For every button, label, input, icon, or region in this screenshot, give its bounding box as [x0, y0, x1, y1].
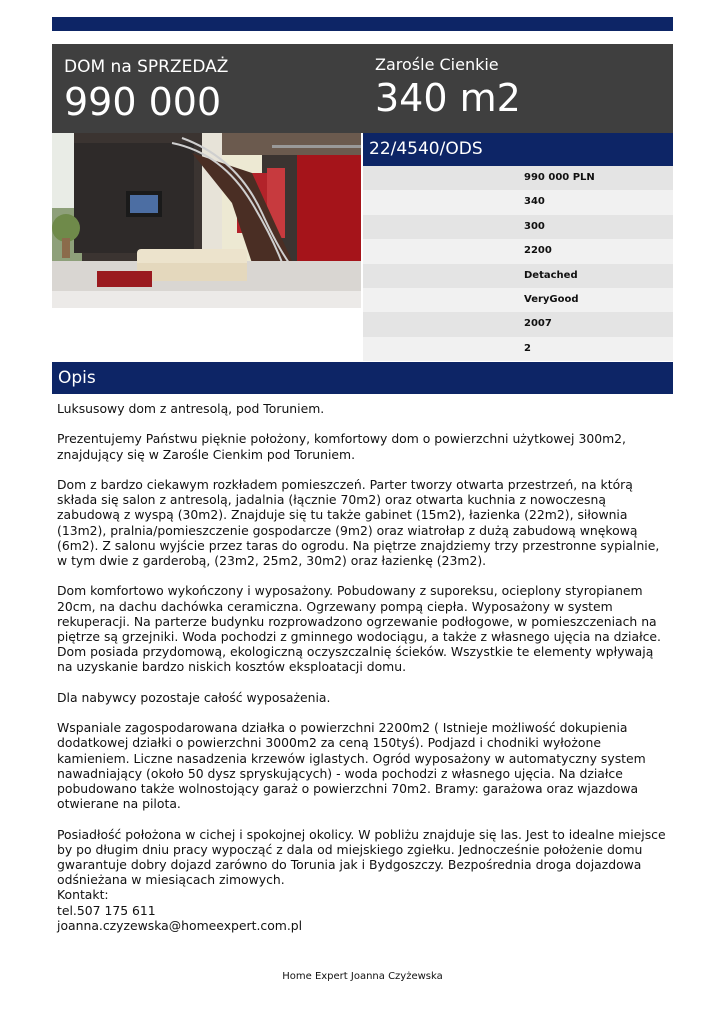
footer-agency: Home Expert Joanna Czyżewska [282, 971, 443, 982]
description-paragraph: Wspaniale zagospodarowana działka o powierzchni 2200m2 ( Istnieje możliwość dokupienia dodatkowej działki o powierzchni 3000m2 za ceną 150tyś). Podjazd i chodniki wyłożone kamieniem. Liczne nasadzenia krzewów iglastych. Ogród wyposażony w automatyczny system nawadniający (około 50 dysz spryskujących) - woda pochodzi z własnego ujęcia. Na działce pobudowano także wolnostojący garaż o powierzchni 70m2. Bramy: garażowa oraz wjazdowa otwierane na pilota. [57, 720, 646, 812]
listing-location: Zarośle Cienkie [375, 55, 499, 74]
description-paragraph-contact: Posiadłość położona w cichej i spokojnej okolicy. W pobliżu znajduje się las. Jest to idealne miejsce by po długim dniu pracy wypocząć z dala od miejskiego zgiełku. Jednocześnie położenie domu gwarantuje dobry dojazd zarówno do Torunia jak i Bydgoszczy. Bezpośrednia droga dojazdowa odśnieżana w miesiącach zimowych. Kontakt: tel.507 175 611 joanna.czyzewska@homeexpert.com.pl [57, 826, 666, 933]
property-photo [52, 133, 361, 308]
detail-floors: 2 [363, 337, 673, 361]
detail-usable-area: 300 [363, 215, 673, 239]
description-paragraph: Prezentujemy Państwu pięknie położony, komfortowy dom o powierzchni użytkowej 300m2, znajdujący się w Zarośle Cienkim pod Toruniem. [57, 431, 626, 462]
header-left [64, 56, 228, 124]
description-paragraph: Dla nabywcy pozostaje całość wyposażenia. [57, 689, 331, 705]
reference-number: 22/4540/ODS [363, 133, 673, 166]
listing-header [52, 44, 673, 133]
details-table [363, 166, 673, 361]
description-body [57, 401, 667, 933]
detail-condition: VeryGood [363, 288, 673, 312]
header-right [375, 54, 521, 120]
detail-building-type: Detached [363, 264, 673, 288]
description-paragraph: Luksusowy dom z antresolą, pod Toruniem. [57, 401, 325, 416]
detail-plot-area: 2200 [363, 239, 673, 263]
top-accent-bar [52, 17, 673, 31]
description-paragraph: Dom komfortowo wykończony i wyposażony. Pobudowany z suporeksu, ocieplony styropianem 20cm, na dachu dachówka ceramiczna. Ogrzewany pompą ciepła. Wyposażony w system rekuperacji. Na parterze budynku rozprowadzono ogrzewanie podłogowe, w pomieszczeniach na piętrze są grzejniki. Woda pochodzi z gminnego wodociągu, a także z własnego ujęcia na działce. Dom posiada przydomową, ekologiczną oczyszczalnię ścieków. Wszystkie te elementy wpływają na uzyskanie bardzo niskich kosztów eksploatacji domu. [57, 583, 661, 675]
listing-price: 990 000 [64, 80, 222, 124]
description-paragraph: Dom z bardzo ciekawym rozkładem pomieszczeń. Parter tworzy otwarta przestrzeń, na którą składa się salon z antresolą, jadalnia (łącznie 70m2) oraz otwarta kuchnia z nowoczesną zabudową z wyspą (30m2). Znajduje się tu także gabinet (15m2), łazienka (22m2), siłownia (13m2), pralnia/pomieszczenie gospodarcze (9m2) oraz wiatrołap z dużą zabudową wnękową (6m2). Z salonu wyjście przez taras do ogrodu. Na piętrze znajdziemy trzy przestronne sypialnie, w tym dwie z garderobą, (23m2, 25m2, 30m2) oraz łazienkę (23m2). [57, 476, 660, 568]
detail-price: 990 000 PLN [363, 166, 673, 190]
detail-year-built: 2007 [363, 312, 673, 336]
detail-total-area: 340 [363, 190, 673, 214]
listing-area: 340 m2 [375, 76, 521, 120]
listing-type: DOM na SPRZEDAŻ [64, 57, 229, 77]
description-heading: Opis [52, 362, 673, 394]
